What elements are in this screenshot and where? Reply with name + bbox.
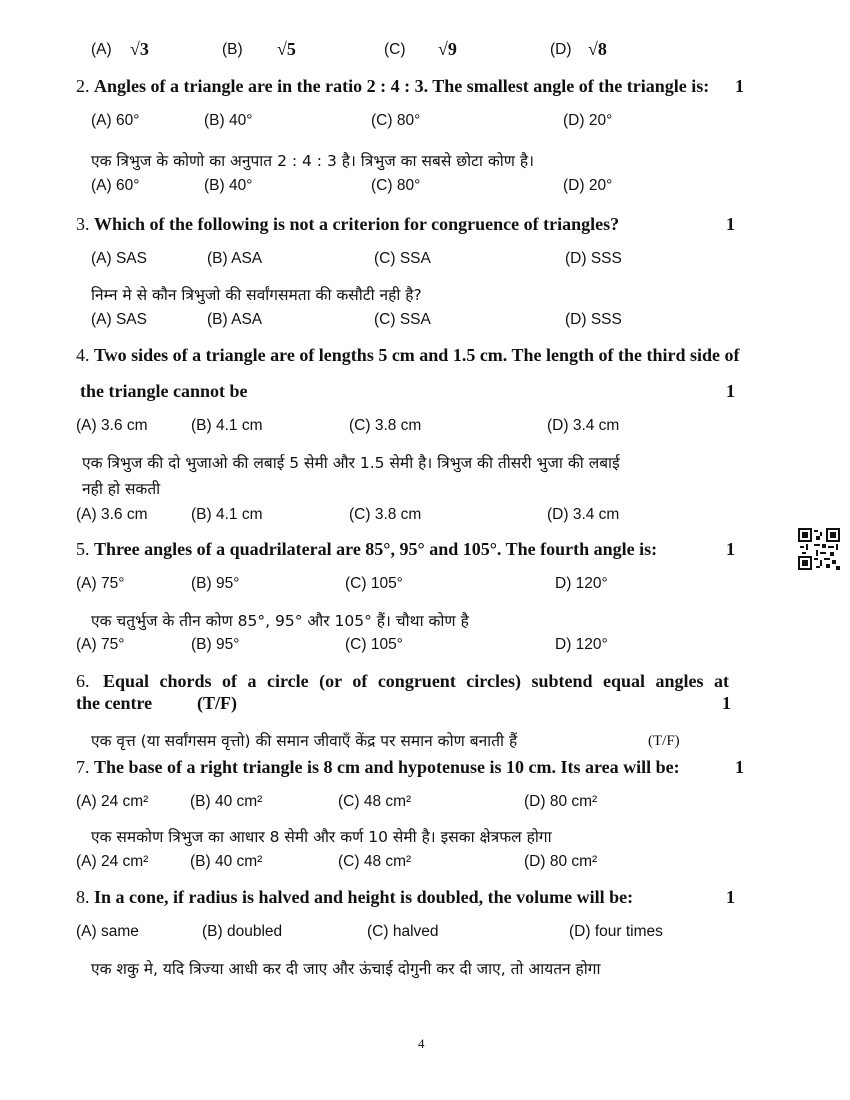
q1-option-b-label: (B) bbox=[222, 41, 243, 58]
q3-number: 3. bbox=[76, 214, 90, 234]
q4-hi-option-a: (A) 3.6 cm bbox=[76, 506, 148, 523]
q8-en-option-a: (A) same bbox=[76, 923, 139, 940]
q4-text-line1: Two sides of a triangle are of lengths 5 cm and 1.5 cm. The length of the third side of bbox=[94, 345, 740, 365]
qr-code-icon bbox=[798, 528, 840, 570]
q2-hi-option-d: (D) 20° bbox=[563, 177, 613, 194]
q2-hindi-text: एक त्रिभुज के कोणो का अनुपात 2 : 4 : 3 है। त्रिभुज का सबसे छोटा कोण है। bbox=[91, 152, 535, 170]
q5-en-option-c: (C) 105° bbox=[345, 575, 403, 592]
q5-text: Three angles of a quadrilateral are 85°, 95° and 105°. The fourth angle is: bbox=[94, 539, 658, 559]
q1-option-c-value: √9 bbox=[438, 39, 457, 59]
q2-en-option-c: (C) 80° bbox=[371, 112, 421, 129]
q5-en-option-a: (A) 75° bbox=[76, 575, 125, 592]
q8-marks: 1 bbox=[726, 887, 735, 907]
q6-marks: 1 bbox=[722, 693, 731, 713]
q6-hindi-text: एक वृत्त (या सर्वांगसम वृत्तो) की समान जीवाएँ केंद्र पर समान कोण बनाती हैं bbox=[91, 732, 518, 750]
q7-marks: 1 bbox=[735, 757, 744, 777]
q7-en-option-a: (A) 24 cm² bbox=[76, 793, 149, 810]
q1-option-d-value: √8 bbox=[588, 39, 607, 59]
q3-hindi-text: निम्न मे से कौन त्रिभुजो की सर्वांगसमता की कसौटी नही है? bbox=[91, 286, 422, 304]
page-number: 4 bbox=[418, 1036, 425, 1051]
q4-en-option-b: (B) 4.1 cm bbox=[191, 417, 263, 434]
q1-option-b-value: √5 bbox=[277, 39, 296, 59]
q7-en-option-d: (D) 80 cm² bbox=[524, 793, 598, 810]
q3-hi-option-b: (B) ASA bbox=[207, 311, 263, 328]
q4-marks: 1 bbox=[726, 381, 735, 401]
q3-en-option-b: (B) ASA bbox=[207, 250, 263, 267]
q6-text-line1: Equal chords of a circle (or of congruent circles) subtend equal angles at bbox=[103, 671, 729, 691]
q8-number: 8. bbox=[76, 887, 90, 907]
q5-hi-option-d: D) 120° bbox=[555, 636, 608, 653]
q2-marks: 1 bbox=[735, 76, 744, 96]
q7-en-option-b: (B) 40 cm² bbox=[190, 793, 263, 810]
q1-option-a-label: (A) bbox=[91, 41, 112, 58]
q2-hi-option-c: (C) 80° bbox=[371, 177, 421, 194]
q2-hi-option-a: (A) 60° bbox=[91, 177, 140, 194]
q3-hi-option-a: (A) SAS bbox=[91, 311, 147, 328]
q5-hi-option-a: (A) 75° bbox=[76, 636, 125, 653]
q5-en-option-d: D) 120° bbox=[555, 575, 608, 592]
q4-hindi-text-line2: नही हो सकती bbox=[82, 480, 161, 498]
q5-hi-option-b: (B) 95° bbox=[191, 636, 240, 653]
q7-hindi-text: एक समकोण त्रिभुज का आधार 8 सेमी और कर्ण 10 सेमी है। इसका क्षेत्रफल होगा bbox=[91, 828, 552, 846]
q2-number: 2. bbox=[76, 76, 90, 96]
q3-marks: 1 bbox=[726, 214, 735, 234]
q6-tf: (T/F) bbox=[197, 693, 237, 713]
q7-hi-option-d: (D) 80 cm² bbox=[524, 853, 598, 870]
q1-option-d-label: (D) bbox=[550, 41, 572, 58]
q2-en-option-b: (B) 40° bbox=[204, 112, 253, 129]
q7-number: 7. bbox=[76, 757, 90, 777]
q2-text: Angles of a triangle are in the ratio 2 : 4 : 3. The smallest angle of the triangle is: bbox=[94, 76, 710, 96]
q5-marks: 1 bbox=[726, 539, 735, 559]
q8-text: In a cone, if radius is halved and height is doubled, the volume will be: bbox=[94, 887, 634, 907]
q4-hi-option-d: (D) 3.4 cm bbox=[547, 506, 620, 523]
q6-text-line2: the centre bbox=[76, 693, 153, 713]
q1-option-a-value: √3 bbox=[130, 39, 149, 59]
q4-hindi-text-line1: एक त्रिभुज की दो भुजाओ की लबाई 5 सेमी और 1.5 सेमी है। त्रिभुज की तीसरी भुजा की लबाई bbox=[82, 454, 620, 472]
q3-en-option-c: (C) SSA bbox=[374, 250, 431, 267]
q7-hi-option-a: (A) 24 cm² bbox=[76, 853, 149, 870]
q6-hindi-tf: (T/F) bbox=[648, 733, 680, 749]
q4-en-option-d: (D) 3.4 cm bbox=[547, 417, 620, 434]
q4-number: 4. bbox=[76, 345, 90, 365]
q5-hindi-text: एक चतुर्भुज के तीन कोण 85°, 95° और 105° हैं। चौथा कोण है bbox=[91, 612, 469, 630]
q2-hi-option-b: (B) 40° bbox=[204, 177, 253, 194]
q8-en-option-d: (D) four times bbox=[569, 923, 663, 940]
q7-en-option-c: (C) 48 cm² bbox=[338, 793, 412, 810]
q5-en-option-b: (B) 95° bbox=[191, 575, 240, 592]
q8-en-option-c: (C) halved bbox=[367, 923, 439, 940]
q4-en-option-a: (A) 3.6 cm bbox=[76, 417, 148, 434]
q5-number: 5. bbox=[76, 539, 90, 559]
q3-en-option-a: (A) SAS bbox=[91, 250, 147, 267]
q4-hi-option-c: (C) 3.8 cm bbox=[349, 506, 422, 523]
q5-hi-option-c: (C) 105° bbox=[345, 636, 403, 653]
q3-hi-option-c: (C) SSA bbox=[374, 311, 431, 328]
q6-number: 6. bbox=[76, 671, 90, 691]
q3-hi-option-d: (D) SSS bbox=[565, 311, 622, 328]
q4-hi-option-b: (B) 4.1 cm bbox=[191, 506, 263, 523]
q8-hindi-text: एक शकु मे, यदि त्रिज्या आधी कर दी जाए और ऊंचाई दोगुनी कर दी जाए, तो आयतन होगा bbox=[91, 960, 601, 978]
q3-en-option-d: (D) SSS bbox=[565, 250, 622, 267]
q8-en-option-b: (B) doubled bbox=[202, 923, 283, 940]
q4-text-line2: the triangle cannot be bbox=[80, 381, 248, 401]
q7-text: The base of a right triangle is 8 cm and hypotenuse is 10 cm. Its area will be: bbox=[94, 757, 680, 777]
q7-hi-option-c: (C) 48 cm² bbox=[338, 853, 412, 870]
q2-en-option-d: (D) 20° bbox=[563, 112, 613, 129]
q3-text: Which of the following is not a criterion for congruence of triangles? bbox=[94, 214, 620, 234]
q4-en-option-c: (C) 3.8 cm bbox=[349, 417, 422, 434]
q1-option-c-label: (C) bbox=[384, 41, 406, 58]
q2-en-option-a: (A) 60° bbox=[91, 112, 140, 129]
q7-hi-option-b: (B) 40 cm² bbox=[190, 853, 263, 870]
